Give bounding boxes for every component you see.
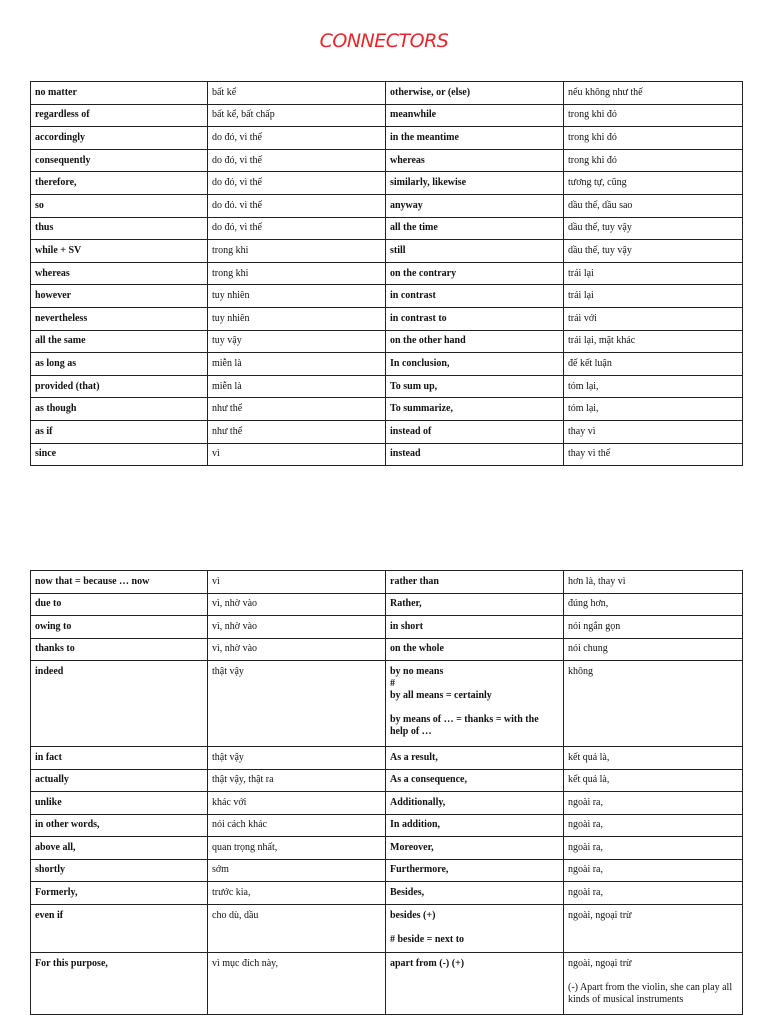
translation: vì: [208, 571, 386, 594]
translation: kết quả là,: [564, 769, 743, 792]
translation: thay vì: [564, 420, 743, 443]
translation: nói ngắn gọn: [564, 616, 743, 639]
translation: sớm: [208, 859, 386, 882]
translation: do đó. vì thế: [208, 194, 386, 217]
connector-term: on the contrary: [386, 262, 564, 285]
connector-term: accordingly: [31, 127, 208, 150]
translation: do đó, vì thế: [208, 149, 386, 172]
table-row: [31, 240, 743, 263]
translation: không: [564, 661, 743, 747]
connector-term: as long as: [31, 353, 208, 376]
connector-term: above all,: [31, 837, 208, 860]
translation: do đó, vì thế: [208, 127, 386, 150]
translation: nói chung: [564, 638, 743, 661]
connector-term: by no means: [390, 666, 444, 677]
translation: trong khi đó: [564, 104, 743, 127]
translation: trái lại: [564, 262, 743, 285]
translation: trái với: [564, 307, 743, 330]
connector-term: in fact: [31, 747, 208, 770]
connector-term: however: [31, 285, 208, 308]
translation: vì: [208, 443, 386, 466]
translation: nếu không như thế: [564, 82, 743, 105]
connector-term: so: [31, 194, 208, 217]
translation: quan trọng nhất,: [208, 837, 386, 860]
translation: do đó, vì thế: [208, 172, 386, 195]
translation-group: [564, 952, 743, 1014]
table-row: [31, 904, 743, 952]
connector-term: nevertheless: [31, 307, 208, 330]
translation: thay vì thế: [564, 443, 743, 466]
translation: dầu thế, dầu sao: [564, 194, 743, 217]
translation: do đó, vì thế: [208, 217, 386, 240]
connector-term: Additionally,: [386, 792, 564, 815]
translation: ngoài ra,: [564, 792, 743, 815]
table-row: [31, 194, 743, 217]
connector-term: on the whole: [386, 638, 564, 661]
connector-term: still: [386, 240, 564, 263]
table-row: [31, 747, 743, 770]
connector-term: as if: [31, 420, 208, 443]
translation: ngoài, ngoại trừ: [568, 957, 632, 969]
translation: bất kể, bất chấp: [208, 104, 386, 127]
connector-term: by means of … = thanks = with the help of …: [390, 714, 539, 737]
translation: ngoài ra,: [564, 814, 743, 837]
connectors-table-1: [30, 81, 743, 466]
table-row: [31, 952, 743, 1014]
table-row: [31, 149, 743, 172]
translation: ngoài ra,: [564, 882, 743, 905]
translation: tuy nhiên: [208, 285, 386, 308]
table-row: [31, 104, 743, 127]
connector-term: regardless of: [31, 104, 208, 127]
translation: tóm lại,: [564, 375, 743, 398]
connector-term: on the other hand: [386, 330, 564, 353]
connector-term: otherwise, or (else): [386, 82, 564, 105]
table-row: [31, 285, 743, 308]
translation: trong khi đó: [564, 127, 743, 150]
translation: cho dù, dầu: [208, 904, 386, 952]
connector-term: anyway: [386, 194, 564, 217]
connector-term: all the time: [386, 217, 564, 240]
example-sentence: (-) Apart from the violin, she can play all kinds of musical instruments: [568, 981, 733, 1005]
connector-term: rather than: [386, 571, 564, 594]
connector-term: besides (+): [390, 909, 436, 921]
connector-term: indeed: [31, 661, 208, 747]
connector-term: unlike: [31, 792, 208, 815]
connector-term: Furthermore,: [386, 859, 564, 882]
table-row: [31, 82, 743, 105]
connector-term: instead: [386, 443, 564, 466]
translation: dầu thế, tuy vậy: [564, 240, 743, 263]
table-row: [31, 217, 743, 240]
connector-term: in contrast: [386, 285, 564, 308]
connector-term: shortly: [31, 859, 208, 882]
connector-term: actually: [31, 769, 208, 792]
connector-term: For this purpose,: [31, 952, 208, 1014]
connector-term: Besides,: [386, 882, 564, 905]
connector-term: by all means = certainly: [390, 690, 492, 701]
table-row: [31, 661, 743, 747]
connector-term: To summarize,: [386, 398, 564, 421]
table-row: [31, 172, 743, 195]
translation: trong khi: [208, 262, 386, 285]
translation: ngoài ra,: [564, 859, 743, 882]
connector-term: consequently: [31, 149, 208, 172]
connector-term: In addition,: [386, 814, 564, 837]
connector-term: similarly, likewise: [386, 172, 564, 195]
connector-term: therefore,: [31, 172, 208, 195]
connector-term: As a result,: [386, 747, 564, 770]
connector-term: no matter: [31, 82, 208, 105]
table-row: [31, 593, 743, 616]
translation: như thể: [208, 420, 386, 443]
table-row: [31, 353, 743, 376]
connector-term: thus: [31, 217, 208, 240]
connector-term: since: [31, 443, 208, 466]
translation: trong khi đó: [564, 149, 743, 172]
connector-term-group: [386, 904, 564, 952]
translation: để kết luận: [564, 353, 743, 376]
table-row: [31, 443, 743, 466]
table-row: [31, 375, 743, 398]
connector-term: # beside = next to: [390, 933, 465, 945]
connector-term: in short: [386, 616, 564, 639]
table-row: [31, 638, 743, 661]
connector-term: all the same: [31, 330, 208, 353]
translation: khác với: [208, 792, 386, 815]
table-row: [31, 262, 743, 285]
translation: trước kia,: [208, 882, 386, 905]
table-row: [31, 330, 743, 353]
translation: trái lại: [564, 285, 743, 308]
table-row: [31, 127, 743, 150]
translation: vì, nhờ vào: [208, 616, 386, 639]
table-row: [31, 571, 743, 594]
translation: thật vậy: [208, 747, 386, 770]
table-row: [31, 792, 743, 815]
connector-term: owing to: [31, 616, 208, 639]
connector-term: apart from (-) (+): [386, 952, 564, 1014]
translation: trong khi: [208, 240, 386, 263]
connectors-table-2: [30, 570, 743, 1015]
table-row: [31, 837, 743, 860]
translation: thật vậy: [208, 661, 386, 747]
contrast-mark: #: [390, 678, 395, 689]
translation: đúng hơn,: [564, 593, 743, 616]
translation: vì mục đích này,: [208, 952, 386, 1014]
translation: miễn là: [208, 353, 386, 376]
translation: ngoài ra,: [564, 837, 743, 860]
connector-term: To sum up,: [386, 375, 564, 398]
table-row: [31, 769, 743, 792]
connector-term: as though: [31, 398, 208, 421]
connector-term: whereas: [31, 262, 208, 285]
page-title: CONNECTORS: [319, 30, 449, 52]
translation: vì, nhờ vào: [208, 593, 386, 616]
translation: tuy vậy: [208, 330, 386, 353]
table-row: [31, 398, 743, 421]
connector-term: provided (that): [31, 375, 208, 398]
connector-term: Formerly,: [31, 882, 208, 905]
connector-term: Moreover,: [386, 837, 564, 860]
connector-term: while + SV: [31, 240, 208, 263]
table-row: [31, 882, 743, 905]
table-row: [31, 616, 743, 639]
translation: kết quả là,: [564, 747, 743, 770]
translation: tóm lại,: [564, 398, 743, 421]
connector-term: now that = because … now: [31, 571, 208, 594]
table-row: [31, 420, 743, 443]
connector-term: whereas: [386, 149, 564, 172]
translation: tương tự, cũng: [564, 172, 743, 195]
table-row: [31, 859, 743, 882]
connector-term: in other words,: [31, 814, 208, 837]
translation: nói cách khác: [208, 814, 386, 837]
translation: trái lại, mặt khác: [564, 330, 743, 353]
connector-term: in contrast to: [386, 307, 564, 330]
table-row: [31, 814, 743, 837]
table-row: [31, 307, 743, 330]
translation: tuy nhiên: [208, 307, 386, 330]
translation: như thể: [208, 398, 386, 421]
connector-term-group: [386, 661, 564, 747]
connector-term: As a consequence,: [386, 769, 564, 792]
connector-term: Rather,: [386, 593, 564, 616]
connector-term: thanks to: [31, 638, 208, 661]
connector-term: even if: [31, 904, 208, 952]
translation: dầu thế, tuy vậy: [564, 217, 743, 240]
translation: thật vậy, thật ra: [208, 769, 386, 792]
translation: bất kể: [208, 82, 386, 105]
connector-term: instead of: [386, 420, 564, 443]
connector-term: meanwhile: [386, 104, 564, 127]
translation: hơn là, thay vì: [564, 571, 743, 594]
translation: miễn là: [208, 375, 386, 398]
connector-term: In conclusion,: [386, 353, 564, 376]
translation: vì, nhờ vào: [208, 638, 386, 661]
connector-term: in the meantime: [386, 127, 564, 150]
translation: ngoài, ngoại trừ: [564, 904, 743, 952]
connector-term: due to: [31, 593, 208, 616]
